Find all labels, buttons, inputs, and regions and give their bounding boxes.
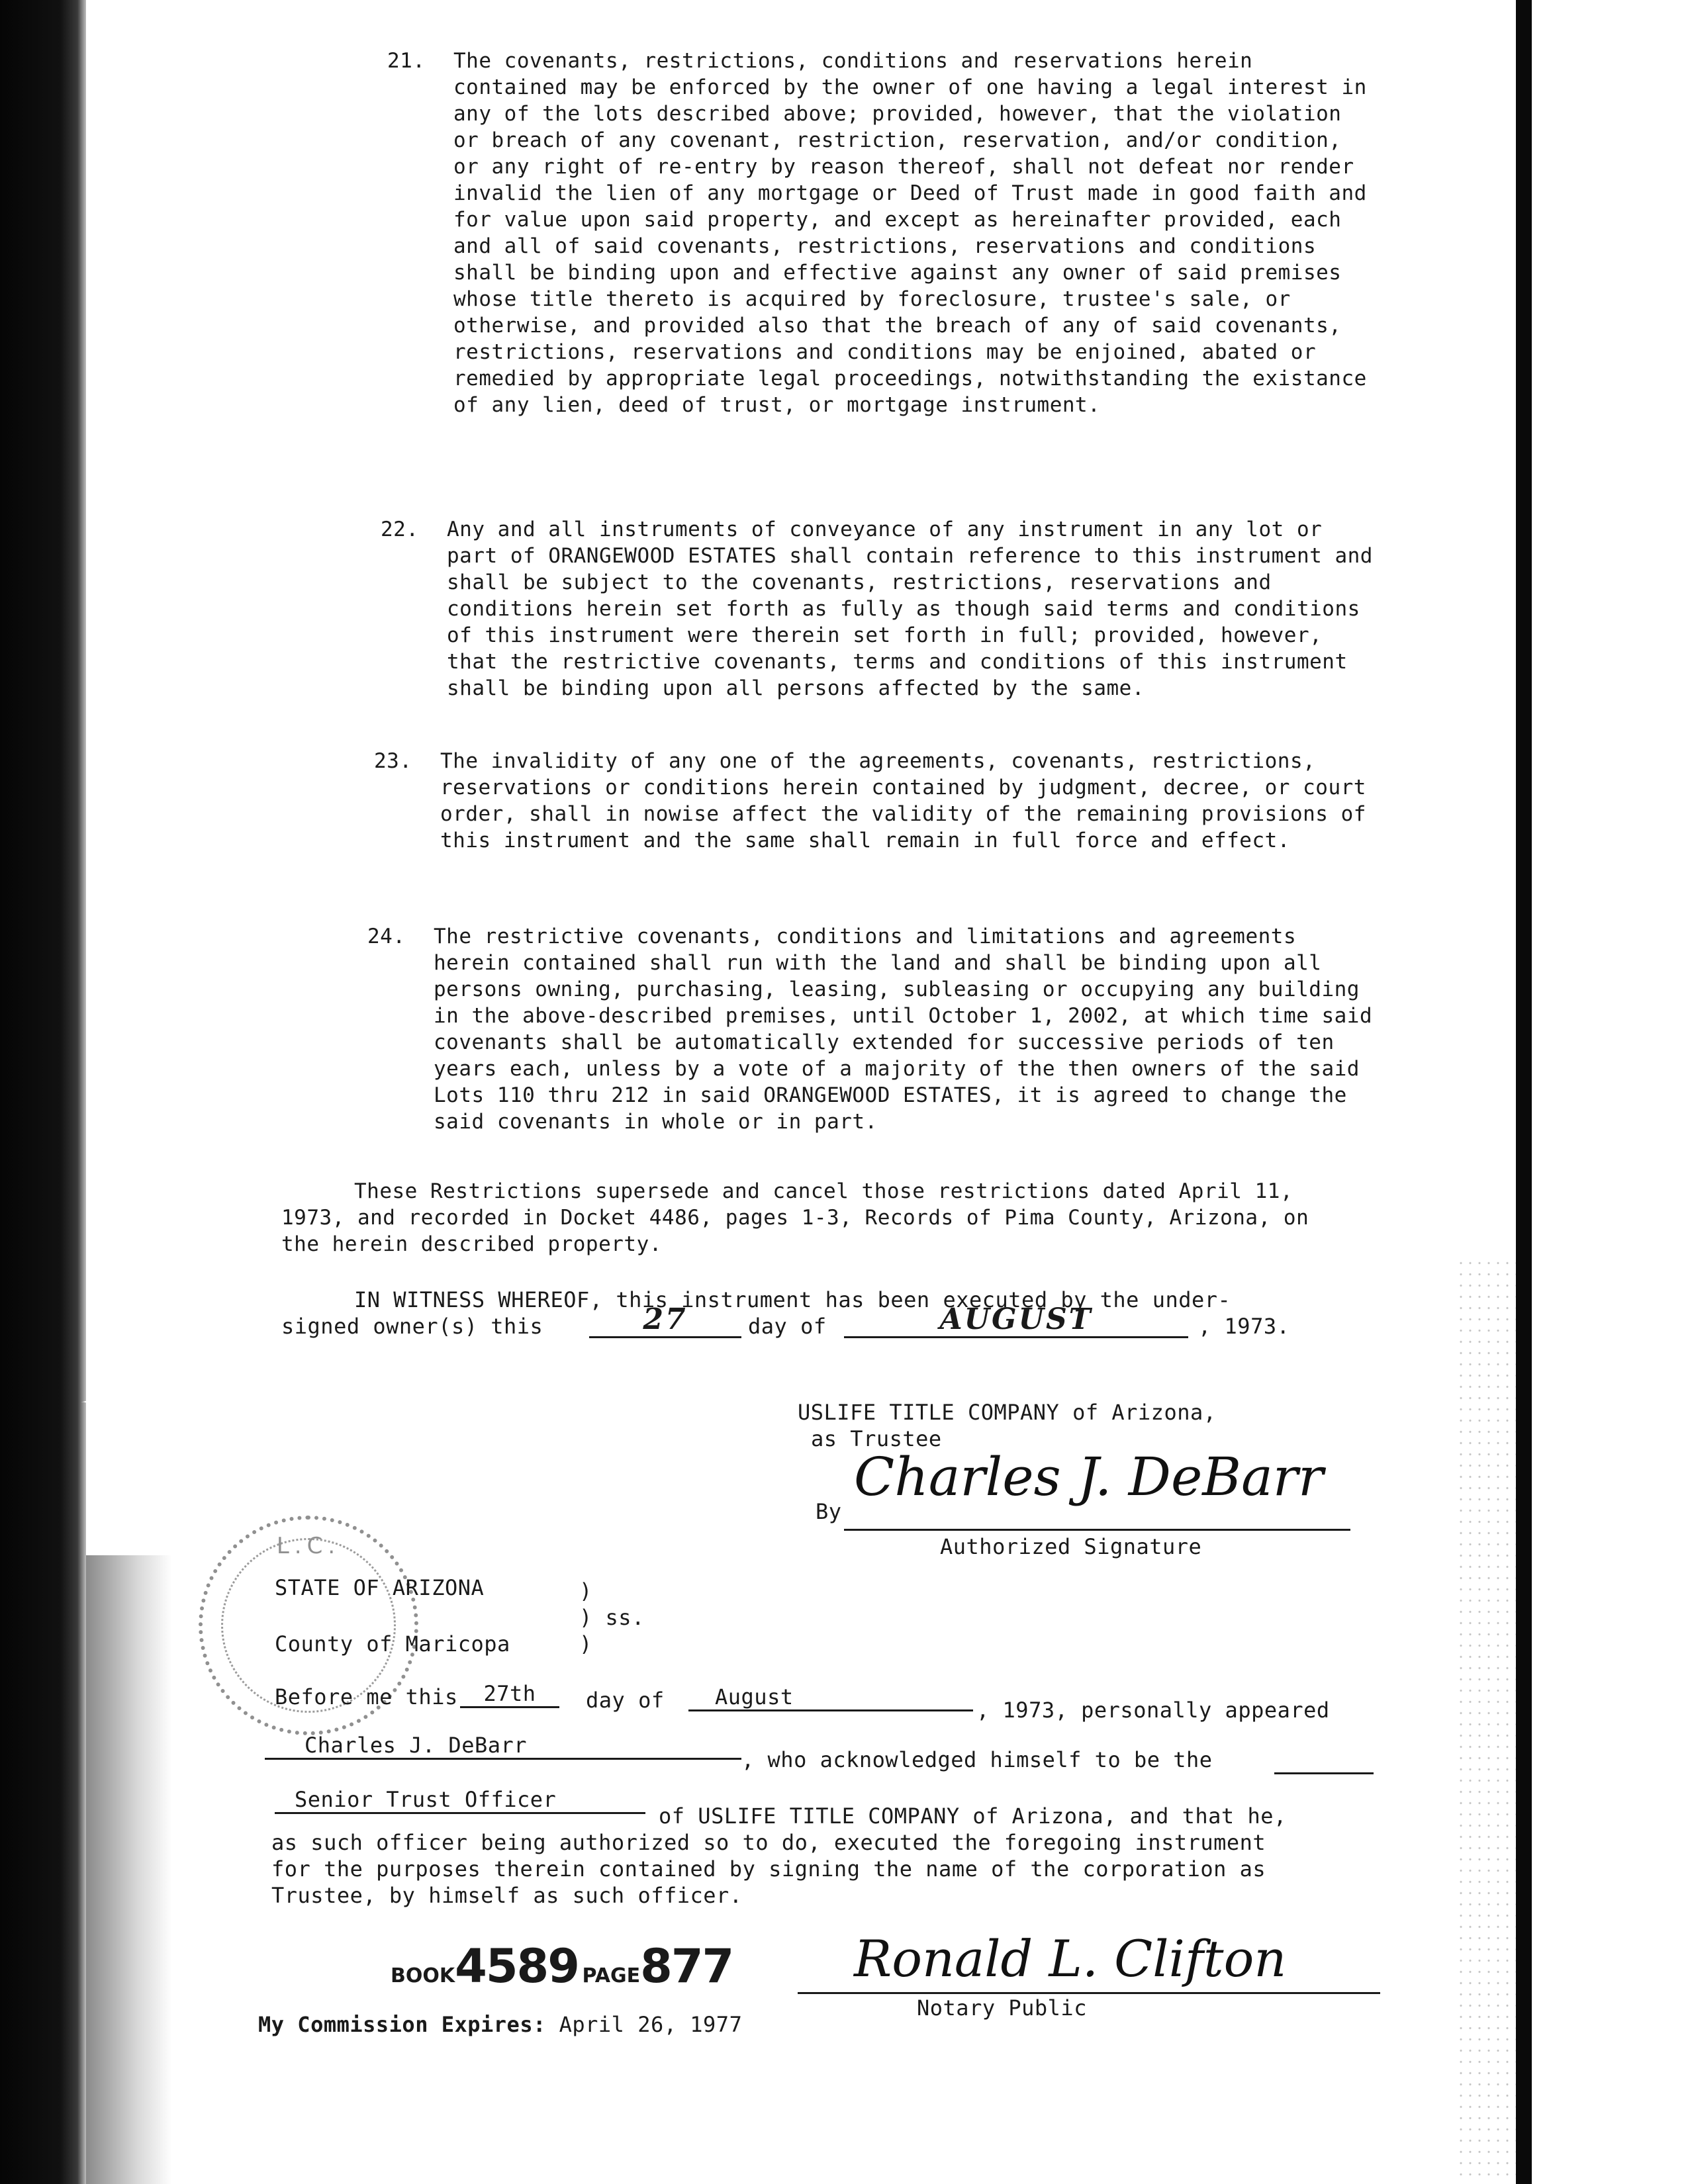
commission-label: My Commission Expires: (258, 2012, 546, 2037)
ack-who: , who acknowledged himself to be the (741, 1747, 1213, 1772)
trustee-signature-line (844, 1529, 1350, 1531)
witness-line-2: signed owner(s) this (281, 1314, 543, 1339)
page-label: PAGE (582, 1964, 641, 1987)
notary-label: Notary Public (917, 1995, 1087, 2021)
witness-day-field: 27 (589, 1302, 741, 1338)
notary-signature-line (798, 1992, 1380, 1994)
notary-seal: L.C. (199, 1516, 418, 1735)
ack-name-field: Charles J. DeBarr (265, 1733, 741, 1760)
scan-shadow (86, 1555, 172, 2184)
paragraph-text: Any and all instruments of conveyance of any instrument in any lot or part of ORANGEWOOD ESTATES shall contain reference to this instrument and shall be subject to the covenants, restrictions, reservations and conditions herein set forth as fully as though said terms and conditions of this instrument were therein set forth in full; provided, however, that the restrictive covenants, terms and conditions of this instrument shall be binding upon all persons affected by the same. (447, 518, 1373, 700)
witness-year: , 1973. (1198, 1314, 1290, 1339)
ack-day-of: day of (586, 1688, 665, 1713)
venue-paren-1: ) (579, 1578, 592, 1604)
ack-title-field: Senior Trust Officer (275, 1787, 645, 1814)
ack-line-3: as such officer being authorized so to do, executed the foregoing instrument (271, 1830, 1266, 1855)
venue-county: County of Maricopa (275, 1631, 510, 1657)
trustee-by-label: By (816, 1499, 842, 1524)
paragraph-number: 24. (367, 925, 406, 948)
punch-hole-mark: ✦ (79, 1380, 113, 1426)
trustee-company: USLIFE TITLE COMPANY of Arizona, (798, 1400, 1217, 1425)
book-number: 4589 (455, 1939, 579, 1993)
scan-speckle (1456, 1257, 1516, 2184)
witness-day-of: day of (748, 1314, 827, 1339)
ack-month-field: August (688, 1684, 973, 1711)
ack-title-blank (1274, 1752, 1374, 1774)
venue-paren-3: ) (579, 1631, 592, 1657)
witness-line-1: IN WITNESS WHEREOF, this instrument has been executed by the under- (354, 1287, 1231, 1312)
trustee-signature: Charles J. DeBarr (854, 1446, 1324, 1508)
ack-line-5: Trustee, by himself as such officer. (271, 1883, 743, 1908)
trustee-signature-label: Authorized Signature (940, 1534, 1202, 1559)
paragraph-21 (387, 48, 1370, 418)
book-page-stamp (391, 1939, 733, 1993)
trustee-role: as Trustee (811, 1426, 942, 1451)
ack-before: Before me this (275, 1684, 458, 1709)
ack-line-4: for the purposes therein contained by signing the name of the corporation as (271, 1856, 1266, 1882)
paragraph-22 (381, 516, 1374, 702)
ack-day-field: 27th (460, 1681, 559, 1708)
paragraph-number: 21. (387, 49, 426, 73)
scan-edge-left (0, 0, 86, 2184)
witness-month-field: AUGUST (844, 1302, 1188, 1338)
paragraph-text: The invalidity of any one of the agreements, covenants, restrictions, reservations or conditions herein contained by judgment, decree, or court order, shall in nowise affect the validity of the remaining provisions of this instrument and the same shall remain in full force and effect. (440, 749, 1366, 852)
commission-expires (258, 2012, 742, 2037)
paragraph-number: 23. (374, 749, 412, 773)
commission-date: April 26, 1977 (559, 2012, 743, 2037)
book-label: BOOK (391, 1964, 455, 1987)
ack-of-company: of USLIFE TITLE COMPANY of Arizona, and that he, (659, 1803, 1287, 1829)
venue-ss: ) ss. (579, 1605, 645, 1630)
paragraph-text: The covenants, restrictions, conditions and reservations herein contained may be enforced by the owner of one having a legal interest in any of the lots described above; provided, however, that the violation or breach of any covenant, restriction, reservation, and/or condition, or any right of re-entry by reason thereof, shall not defeat nor render invalid the lien of any mortgage or Deed of Trust made in good faith and for value upon said property, and except as hereinafter provided, each and all of said covenants, restrictions, reservations and conditions shall be binding upon and effective against any owner of said premises whose title thereto is acquired by foreclosure, trustee's sale, or otherwise, and provided also that the breach of any of said covenants, restrictions, reservations and conditions may be enjoined, abated or remedied by appropriate legal proceedings, notwithstanding the existance of any lien, deed of trust, or mortgage instrument. (453, 49, 1367, 417)
venue-state: STATE OF ARIZONA (275, 1575, 485, 1600)
supersede-paragraph: These Restrictions supersede and cancel those restrictions dated April 11, 1973, and recorded in Docket 4486, pages 1-3, Records of Pima County, Arizona, on the herein described property. (281, 1179, 1309, 1256)
scan-edge-right (1516, 0, 1532, 2184)
paragraph-number: 22. (381, 518, 419, 541)
notary-signature: Ronald L. Clifton (854, 1929, 1287, 1988)
paragraph-text: The restrictive covenants, conditions and limitations and agreements herein contained shall run with the land and shall be binding upon all persons owning, purchasing, leasing, subleasing or occupying any building in the above-described premises, until October 1, 2002, at which time said covenants shall be automatically extended for successive periods of ten years each, unless by a vote of a majority of the then owners of the said Lots 110 thru 212 in said ORANGEWOOD ESTATES, it is agreed to change the said covenants in whole or in part. (434, 925, 1373, 1134)
paragraph-24 (367, 923, 1374, 1135)
page-number: 877 (640, 1939, 733, 1993)
ack-year-text: , 1973, personally appeared (976, 1698, 1330, 1723)
paragraph-23 (374, 748, 1367, 854)
